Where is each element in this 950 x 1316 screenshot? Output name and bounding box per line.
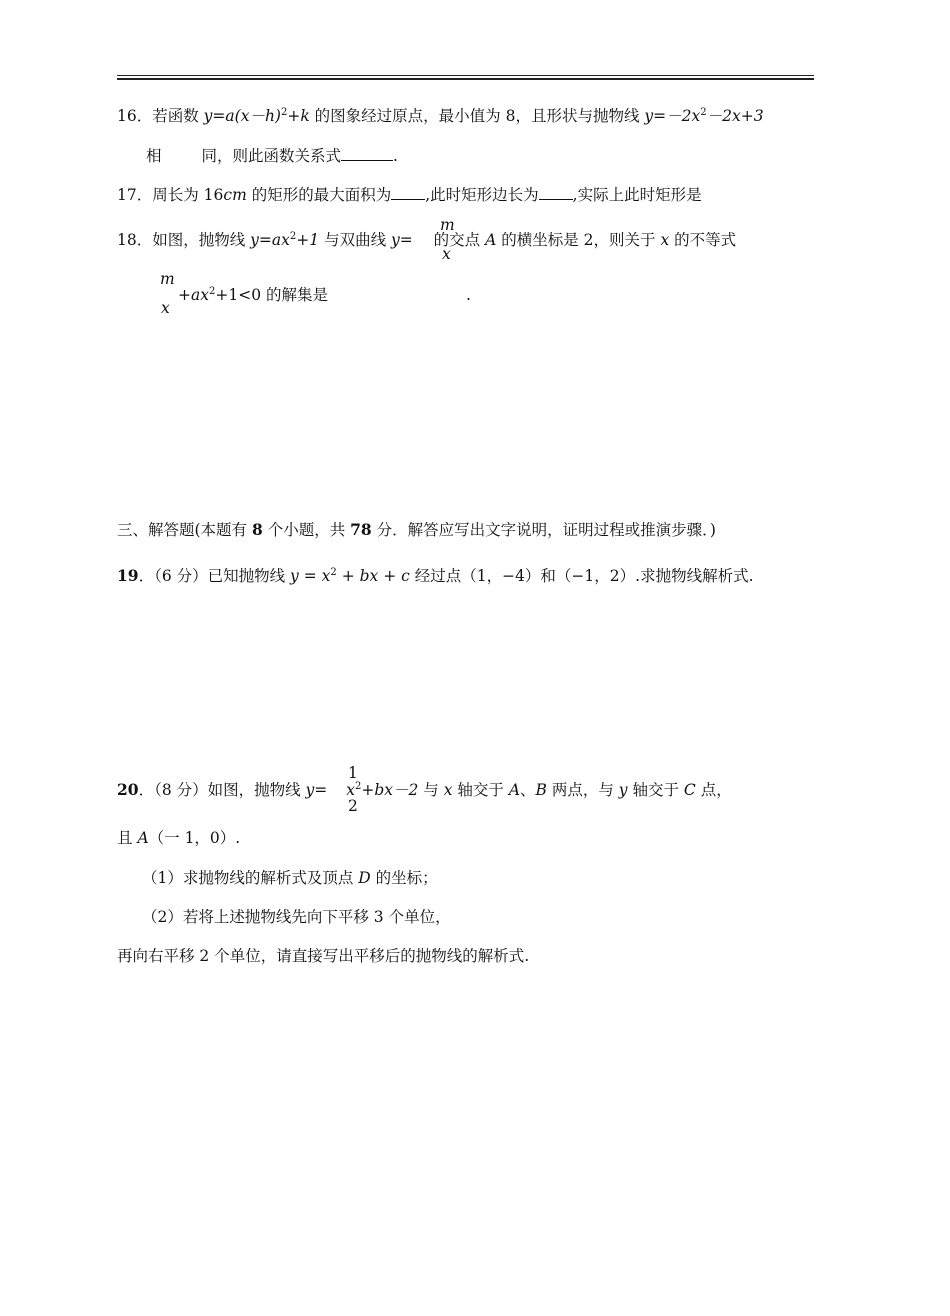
question-text: 且	[117, 829, 138, 847]
header-double-rule	[117, 75, 814, 81]
question-text: 的图象经过原点，最小值为 8，且形状与抛物线	[309, 107, 645, 125]
score: 78	[350, 520, 372, 539]
exponent: 2	[700, 107, 707, 118]
question-text: （1）求抛物线的解析式及顶点	[142, 869, 359, 887]
question-text: 与	[418, 781, 444, 799]
formula: y=	[391, 231, 413, 249]
section-text: 个小题，共	[262, 521, 351, 539]
question-20-part-1	[142, 868, 438, 888]
formula: y=	[305, 781, 328, 799]
question-number: 18．	[117, 231, 153, 249]
point-label: D	[358, 869, 371, 887]
question-text: 的交点	[428, 231, 486, 249]
question-text: 两点，与	[546, 781, 619, 799]
fraction-denominator: 2	[348, 797, 358, 815]
exponent: 2	[330, 567, 337, 578]
answer-blank[interactable]	[391, 185, 425, 200]
formula: y=a(x－h)	[203, 107, 281, 125]
question-text: .	[393, 147, 398, 165]
question-text: 的矩形的最大面积为	[246, 186, 392, 204]
fraction-numerator: m	[160, 270, 175, 288]
question-text: 经过点（1，−4）和（−1，2）.求抛物线解析式.	[409, 567, 754, 585]
answer-blank[interactable]	[539, 185, 573, 200]
question-17	[117, 185, 702, 205]
variable: x	[660, 231, 670, 249]
question-16-line-2	[146, 146, 398, 166]
question-text: 、	[520, 781, 536, 799]
formula: + bx + c	[336, 567, 410, 585]
point-label: B	[535, 781, 547, 799]
question-text: 同，则此函数关系式	[201, 147, 342, 165]
question-text: 的不等式	[669, 231, 737, 249]
formula: y=－2x	[644, 107, 701, 125]
formula: +bx－2	[361, 781, 419, 799]
point-label: A	[137, 829, 149, 847]
question-number: 17．	[117, 186, 153, 204]
formula: x	[341, 781, 355, 799]
rule-line-top	[117, 75, 814, 76]
section-3-heading	[117, 520, 716, 540]
question-text: 周长为 16	[152, 186, 224, 204]
fraction-denominator: x	[442, 245, 451, 263]
question-text: 轴交于	[452, 781, 509, 799]
question-20-line-2	[117, 828, 240, 848]
question-20-line-1	[117, 780, 732, 803]
question-20-part-2	[142, 907, 451, 927]
question-text: ．（8 分）如图，抛物线	[138, 781, 306, 799]
question-text: 如图，抛物线	[152, 231, 251, 249]
formula: +1	[296, 231, 320, 249]
answer-blank[interactable]	[341, 146, 393, 161]
question-text: 点，	[695, 781, 732, 799]
formula: －2x+3	[706, 107, 764, 125]
formula: y = x	[290, 567, 331, 585]
question-text: ,实际上此时矩形是	[572, 186, 702, 204]
question-text: 再向右平移 2 个单位，请直接写出平移后的抛物线的解析式.	[117, 947, 530, 965]
question-number: 20	[117, 780, 139, 799]
question-text: 与双曲线	[319, 231, 391, 249]
exponent: 2	[280, 107, 288, 118]
question-text: 的横坐标是 2，则关于	[496, 231, 661, 249]
question-text: 轴交于	[627, 781, 684, 799]
formula: +ax	[178, 286, 209, 304]
question-18-line-2	[178, 285, 471, 308]
point-label: A	[485, 231, 497, 249]
exponent: 2	[208, 286, 216, 297]
exponent: 2	[354, 781, 362, 792]
section-text: 三、解答题(本题有	[117, 521, 252, 539]
question-number: 16．	[117, 107, 153, 125]
formula: +1<0 的解集是	[215, 286, 328, 304]
rule-line-bottom	[117, 78, 814, 80]
formula: +k	[287, 107, 310, 125]
exponent: 2	[289, 231, 297, 242]
question-text: （2）若将上述抛物线先向下平移 3 个单位，	[142, 908, 451, 926]
question-18-line-1	[117, 230, 736, 253]
question-19	[117, 566, 754, 589]
question-16-line-1	[117, 106, 764, 129]
question-text: ．（6 分）已知抛物线	[138, 567, 291, 585]
question-text: .	[466, 286, 471, 304]
unit: cm	[223, 186, 247, 204]
question-20-part-2-cont	[117, 946, 529, 966]
question-number: 19	[117, 566, 139, 585]
question-text: 的坐标；	[370, 869, 438, 887]
fraction-numerator: 1	[348, 764, 358, 782]
count: 8	[251, 520, 263, 539]
question-text: 若函数	[152, 107, 204, 125]
question-text: 相	[146, 147, 162, 165]
question-text: （一 1，0）.	[148, 829, 241, 847]
question-text: ,此时矩形边长为	[425, 186, 539, 204]
point-label: A	[508, 781, 521, 799]
variable: y	[618, 781, 628, 799]
variable: x	[443, 781, 453, 799]
fraction-denominator: x	[161, 299, 170, 317]
section-text: 分．解答应写出文字说明，证明过程或推演步骤．)	[371, 521, 716, 539]
point-label: C	[683, 781, 696, 799]
fraction-numerator: m	[440, 216, 455, 234]
formula: y=ax	[250, 231, 290, 249]
